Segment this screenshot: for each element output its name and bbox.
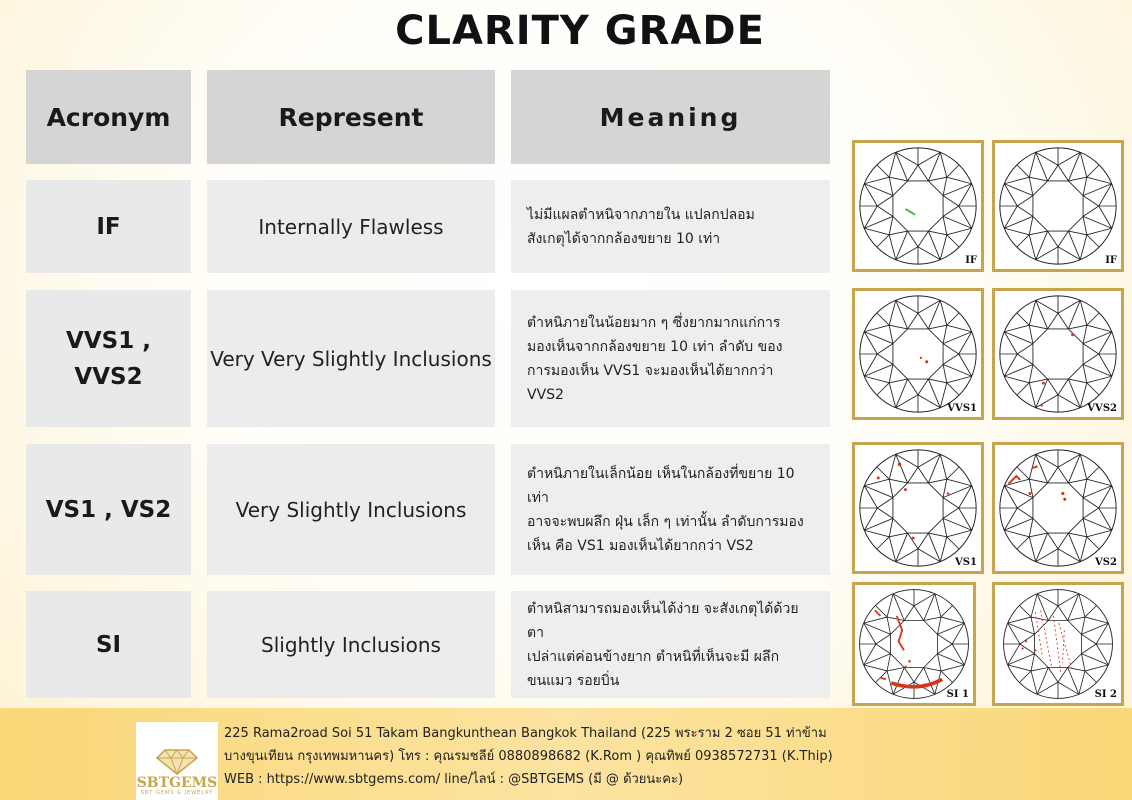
diamond-label: IF (1105, 255, 1117, 266)
header-acronym: Acronym (26, 70, 191, 164)
meaning-cell (511, 444, 830, 575)
contact-info (224, 722, 833, 791)
logo-brand: SBTGEMS (136, 775, 218, 791)
acronym-text: VS1 , VS2 (45, 496, 172, 523)
diamond-facet-svg (995, 585, 1121, 703)
diamond-diagram (992, 288, 1124, 420)
meaning-line: ขนแมว รอยบิ่น (527, 672, 620, 689)
meaning-line: การมองเห็น VVS1 จะมองเห็นได้ยากกว่า (527, 362, 774, 379)
meaning-line: VVS2 (527, 386, 564, 403)
diamond-label: VVS2 (1087, 403, 1117, 414)
represent-cell: Very Slightly Inclusions (207, 444, 495, 575)
diamond-facet-svg (855, 143, 981, 269)
diamond-facet-svg (855, 445, 981, 571)
diamond-label: SI 1 (946, 689, 969, 700)
diamond-diagram (992, 140, 1124, 272)
meaning-line: สังเกตุได้จากกล้องขยาย 10 เท่า (527, 230, 721, 247)
meaning-line: ไม่มีแผลตำหนิจากภายใน แปลกปลอม (527, 206, 755, 223)
diamond-logo-icon (155, 744, 199, 776)
meaning-line: มองเห็นจากกล้องขยาย 10 เท่า ลำดับ ของ (527, 338, 783, 355)
meaning-line: ตำหนิภายในน้อยมาก ๆ ซึ่งยากมากแก่การ (527, 314, 781, 331)
diamond-diagram (992, 582, 1124, 706)
meaning-line: เปล่าแต่ค่อนข้างยาก ตำหนิที่เห็นจะมี ผลึก (527, 648, 780, 665)
acronym-text: IF (96, 213, 121, 240)
meaning-cell (511, 591, 830, 698)
diamond-facet-svg (855, 291, 981, 417)
represent-cell: Slightly Inclusions (207, 591, 495, 698)
logo-tagline: SBT GEMS & JEWELRY (140, 790, 214, 796)
company-logo (136, 722, 218, 800)
phone-line: บางขุนเทียน กรุงเทพมหานคร) โทร : คุณรมชลีย์ 0880898682 (K.Rom ) คุณทิพย์ 0938572731 (K.Thip) (224, 749, 833, 764)
diamond-facet-svg (995, 143, 1121, 269)
represent-cell: Internally Flawless (207, 180, 495, 273)
meaning-line: อาจจะพบผลึก ฝุ่น เล็ก ๆ เท่านั้น ลำดับการมอง (527, 513, 804, 530)
diamond-label: SI 2 (1094, 689, 1117, 700)
meaning-cell (511, 290, 830, 427)
diamond-diagram (852, 442, 984, 574)
acronym-text: SI (95, 631, 122, 658)
diamond-diagram (992, 442, 1124, 574)
diamond-facet-svg (855, 585, 973, 703)
web-line: WEB : https://www.sbtgems.com/ line/ไลน์ : @SBTGEMS (มี @ ด้วยนะคะ) (224, 772, 684, 787)
page-title: CLARITY GRADE (395, 8, 765, 54)
meaning-cell (511, 180, 830, 273)
meaning-line: ตำหนิภายในเล็กน้อย เห็นในกล้องที่ขยาย 10 เท่า (527, 465, 795, 506)
footer (0, 708, 1132, 800)
meaning-line: ตำหนิสามารถมองเห็นได้ง่าย จะสังเกตุได้ด้วยตา (527, 600, 799, 641)
address-line: 225 Rama2road Soi 51 Takam Bangkunthean Bangkok Thailand (225 พระราม 2 ซอย 51 ท่าข้าม (224, 726, 827, 741)
acronym-text: VVS1 , (66, 327, 151, 354)
diamond-label: VVS1 (947, 403, 977, 414)
acronym-text: VVS2 (74, 363, 143, 390)
diamond-facet-svg (995, 445, 1121, 571)
diamond-label: IF (965, 255, 977, 266)
diamond-label: VS1 (955, 557, 977, 568)
acronym-cell (26, 180, 191, 273)
meaning-line: เห็น คือ VS1 มองเห็นได้ยากกว่า VS2 (527, 537, 754, 554)
header-represent: Represent (207, 70, 495, 164)
represent-cell: Very Very Slightly Inclusions (207, 290, 495, 427)
diamond-facet-svg (995, 291, 1121, 417)
diamond-diagram (852, 288, 984, 420)
acronym-cell (26, 290, 191, 427)
diamond-label: VS2 (1095, 557, 1117, 568)
acronym-cell (26, 444, 191, 575)
diamond-diagram (852, 140, 984, 272)
acronym-cell (26, 591, 191, 698)
header-meaning: Meaning (511, 70, 830, 164)
diamond-diagram (852, 582, 976, 706)
